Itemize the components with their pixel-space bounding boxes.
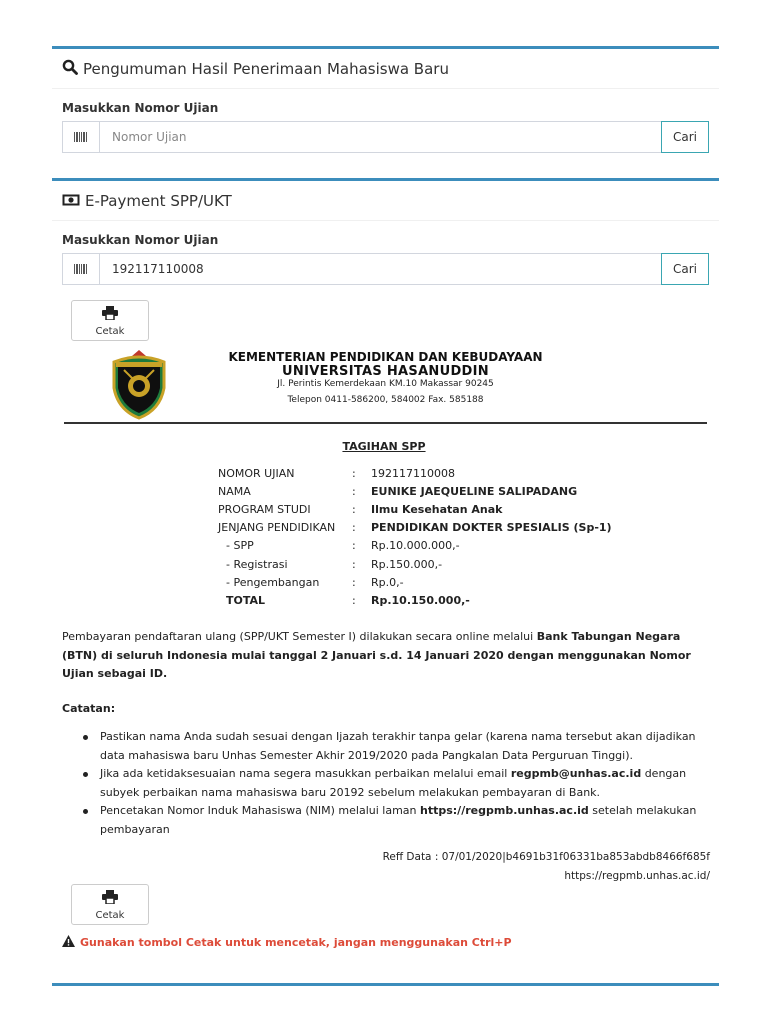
invoice-key: - Pengembangan [226, 575, 320, 589]
invoice-value: Rp.0,- [371, 575, 404, 589]
reff-data [383, 848, 710, 885]
barcode-icon [63, 122, 100, 152]
epayment-nomor-ujian-label: Masukkan Nomor Ujian [62, 233, 219, 247]
panel-pengumuman-title: Pengumuman Hasil Penerimaan Mahasiswa Baru [83, 59, 449, 78]
invoice-row [218, 555, 612, 573]
invoice-key: TOTAL [226, 593, 266, 607]
invoice-sep: : [352, 593, 356, 607]
kop-university: UNIVERSITAS HASANUDDIN [282, 364, 489, 379]
note-text: setelah melakukan pembayaran [100, 804, 697, 836]
invoice-sep: : [352, 539, 356, 553]
pengumuman-input-group [62, 121, 709, 153]
email-link: regpmb@unhas.ac.id [510, 767, 642, 780]
cetak-label: Cetak [95, 325, 125, 337]
epayment-input-group [62, 253, 709, 285]
invoice-row [218, 500, 612, 518]
search-icon [62, 59, 78, 79]
invoice-key: - Registrasi [226, 557, 288, 571]
regpmb-url: https://regpmb.unhas.ac.id [420, 804, 589, 817]
reff-url: https://regpmb.unhas.ac.id/ [564, 869, 710, 882]
panel-epayment [52, 178, 719, 285]
epayment-cari-button[interactable]: Cari [661, 253, 709, 285]
panel-epayment-header [52, 181, 719, 221]
note-text: dengan subyek perbaikan nama mahasiswa baru 20192 sebelum melakukan pembayaran di Bank. [100, 767, 687, 799]
list-item [100, 728, 715, 765]
printer-icon [102, 305, 118, 324]
kop-ministry: KEMENTERIAN PENDIDIKAN DAN KEBUDAYAAN [228, 350, 543, 364]
payment-note-bold: Bank Tabungan Negara (BTN) di seluruh Indonesia mulai tanggal 2 Januari s.d. 14 Januari 2020 dengan menggunakan Nomor Ujian sebagai ID. [62, 630, 691, 680]
payment-note [62, 628, 712, 684]
print-warning [62, 935, 512, 950]
panel-pengumuman [52, 46, 719, 153]
note-text: Jika ada ketidaksesuaian nama segera masukkan perbaikan melalui email [100, 767, 511, 780]
invoice-sep: : [352, 557, 356, 571]
invoice-value: Rp.10.000.000,- [371, 539, 460, 553]
letterhead [64, 348, 707, 424]
invoice-value: Rp.150.000,- [371, 557, 443, 571]
barcode-icon [63, 254, 100, 284]
panel-pengumuman-header [52, 49, 719, 89]
nomor-ujian-input[interactable] [100, 122, 661, 152]
note-text: Pencetakan Nomor Induk Mahasiswa (NIM) melalui laman [100, 804, 421, 817]
invoice-value: EUNIKE JAEQUELINE SALIPADANG [371, 484, 578, 498]
invoice-row [218, 482, 612, 500]
cari-button[interactable]: Cari [661, 121, 709, 153]
payment-note-text: Pembayaran pendaftaran ulang (SPP/UKT Semester I) dilakukan secara online melalui [62, 630, 537, 643]
invoice-sep: : [352, 575, 356, 589]
panel-epayment-title: E-Payment SPP/UKT [85, 191, 232, 210]
invoice-row-total [218, 591, 612, 609]
catatan-list [100, 728, 715, 839]
cetak-button-bottom[interactable] [71, 884, 149, 925]
warning-icon [62, 935, 75, 950]
invoice-key: NOMOR UJIAN [218, 466, 295, 480]
invoice-value: PENDIDIKAN DOKTER SPESIALIS (Sp-1) [371, 521, 612, 535]
invoice-row [218, 537, 612, 555]
invoice-sep: : [352, 502, 356, 516]
nomor-ujian-label: Masukkan Nomor Ujian [62, 101, 219, 115]
invoice-table [218, 464, 612, 610]
invoice-sep: : [352, 466, 356, 480]
invoice-sep: : [352, 484, 356, 498]
money-icon [62, 191, 80, 210]
invoice-value: 192117110008 [371, 466, 455, 480]
invoice-key: PROGRAM STUDI [218, 502, 311, 516]
printer-icon [102, 889, 118, 908]
invoice-sep: : [352, 521, 356, 535]
kop-address: Jl. Perintis Kemerdekaan KM.10 Makassar 90245 [277, 379, 494, 389]
invoice-row [218, 464, 612, 482]
invoice-row [218, 573, 612, 591]
invoice-value: Rp.10.150.000,- [371, 593, 470, 607]
cetak-label: Cetak [95, 909, 125, 921]
invoice-key: - SPP [226, 539, 254, 553]
bottom-divider [52, 983, 719, 986]
list-item [100, 802, 715, 839]
invoice-key: JENJANG PENDIDIKAN [218, 521, 336, 535]
list-item [100, 765, 715, 802]
reff-line: Reff Data : 07/01/2020|b4691b31f06331ba853abdb8466f685f [382, 851, 710, 863]
catatan-heading: Catatan: [62, 702, 116, 715]
invoice-title: TAGIHAN SPP [342, 440, 426, 453]
invoice-row [218, 519, 612, 537]
invoice-value: Ilmu Kesehatan Anak [371, 502, 503, 516]
invoice-key: NAMA [218, 484, 251, 498]
note-text: Pastikan nama Anda sudah sesuai dengan Ijazah terakhir tanpa gelar (karena nama tersebut akan dijadikan data mahasiswa baru Unhas Semester Akhir 2019/2020 pada Pangkalan Data Perguruan Tinggi). [100, 730, 696, 762]
kop-phone: Telepon 0411-586200, 584002 Fax. 585188 [287, 395, 484, 405]
epayment-nomor-ujian-input[interactable] [100, 254, 661, 284]
cetak-button-top[interactable] [71, 300, 149, 341]
warning-text: Gunakan tombol Cetak untuk mencetak, jangan menggunakan Ctrl+P [80, 936, 512, 949]
